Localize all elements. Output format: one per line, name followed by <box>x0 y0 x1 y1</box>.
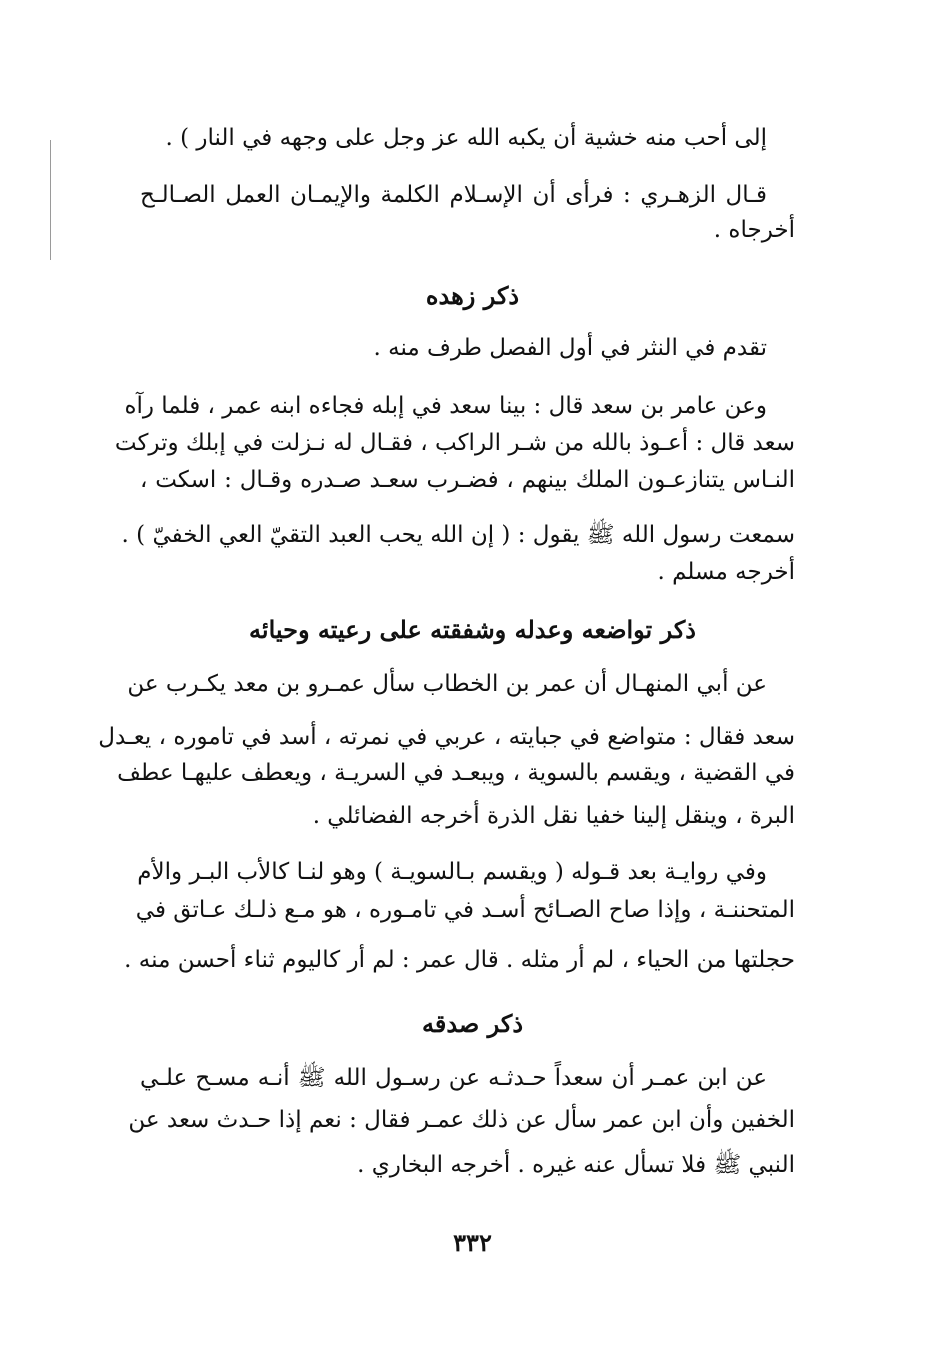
text-line: الخفين وأن ابن عمر سأل عن ذلك عمـر فقال : نعم إذا حـدث سعد عن <box>128 1107 795 1133</box>
text-line: حجلتها من الحياء ، لم أر مثله . قال عمر : لم أر كاليوم ثناء أحسن منه . <box>124 947 795 973</box>
section-heading: ذكر زهده <box>425 281 520 310</box>
text-line: عن ابن عمـر أن سعداً حـدثـه عن رسـول الله ﷺ أنـه مسـح علـي <box>140 1065 767 1091</box>
section-heading: ذكر صدقه <box>421 1009 524 1038</box>
page-number: ٣٣٢ <box>453 1228 492 1257</box>
text-line: أخرجه مسلم . <box>657 559 795 585</box>
margin-mark <box>50 140 51 260</box>
text-line: النبي ﷺ فلا تسأل عنه غيره . أخرجه البخاري . <box>357 1152 795 1178</box>
text-line: النـاس يتنازعـون الملك بينهم ، فضـرب سعـد صـدره وقـال : اسكت ، <box>140 467 795 493</box>
text-line: وعن عامر بن سعد قال : بينا سعد في إبله فجاءه ابنه عمر ، فلما رآه <box>124 393 767 419</box>
text-line: في القضية ، ويقسم بالسوية ، ويبعـد في السريـة ، ويعطف عليهـا عطف <box>117 760 795 786</box>
text-line: البرة ، وينقل إلينا خفيا نقل الذرة أخرجه الفضائلي . <box>312 803 795 829</box>
text-line: سعد قال : أعـوذ بالله من شـر الراكب ، فقـال له نـزلت في إبلك وتركت <box>114 430 795 456</box>
text-line: قـال الزهـري : فرأى أن الإسـلام الكلمة والإيمـان العمل الصـالـح <box>140 182 767 208</box>
text-line: سمعت رسول الله ﷺ يقول : ( إن الله يحب العبد التقيّ العي الخفيّ ) . <box>121 522 795 548</box>
text-line: سعد فقال : متواضع في جبايته ، عربي في نمرته ، أسد في تاموره ، يعـدل <box>98 724 795 750</box>
text-line: عن أبي المنهـال أن عمر بن الخطاب سأل عمـرو بن معد يكـرب عن <box>127 671 767 697</box>
text-line: تقدم في النثر في أول الفصل طرف منه . <box>373 335 767 361</box>
section-heading: ذكر تواضعه وعدله وشفقته على رعيته وحيائه <box>249 615 696 644</box>
text-line: وفي روايـة بعد قـوله ( ويقسم بـالسويـة ) وهو لنـا كالأب البـر والأم <box>137 859 767 885</box>
text-line: إلى أحب منه خشية أن يكبه الله عز وجل على وجهه في النار ) . <box>165 125 767 151</box>
text-line: أخرجاه . <box>713 217 795 243</box>
text-line: المتحننـة ، وإذا صاح الصـائح أسـد في تامـوره ، هو مـع ذلـك عـاتق في <box>135 897 795 923</box>
